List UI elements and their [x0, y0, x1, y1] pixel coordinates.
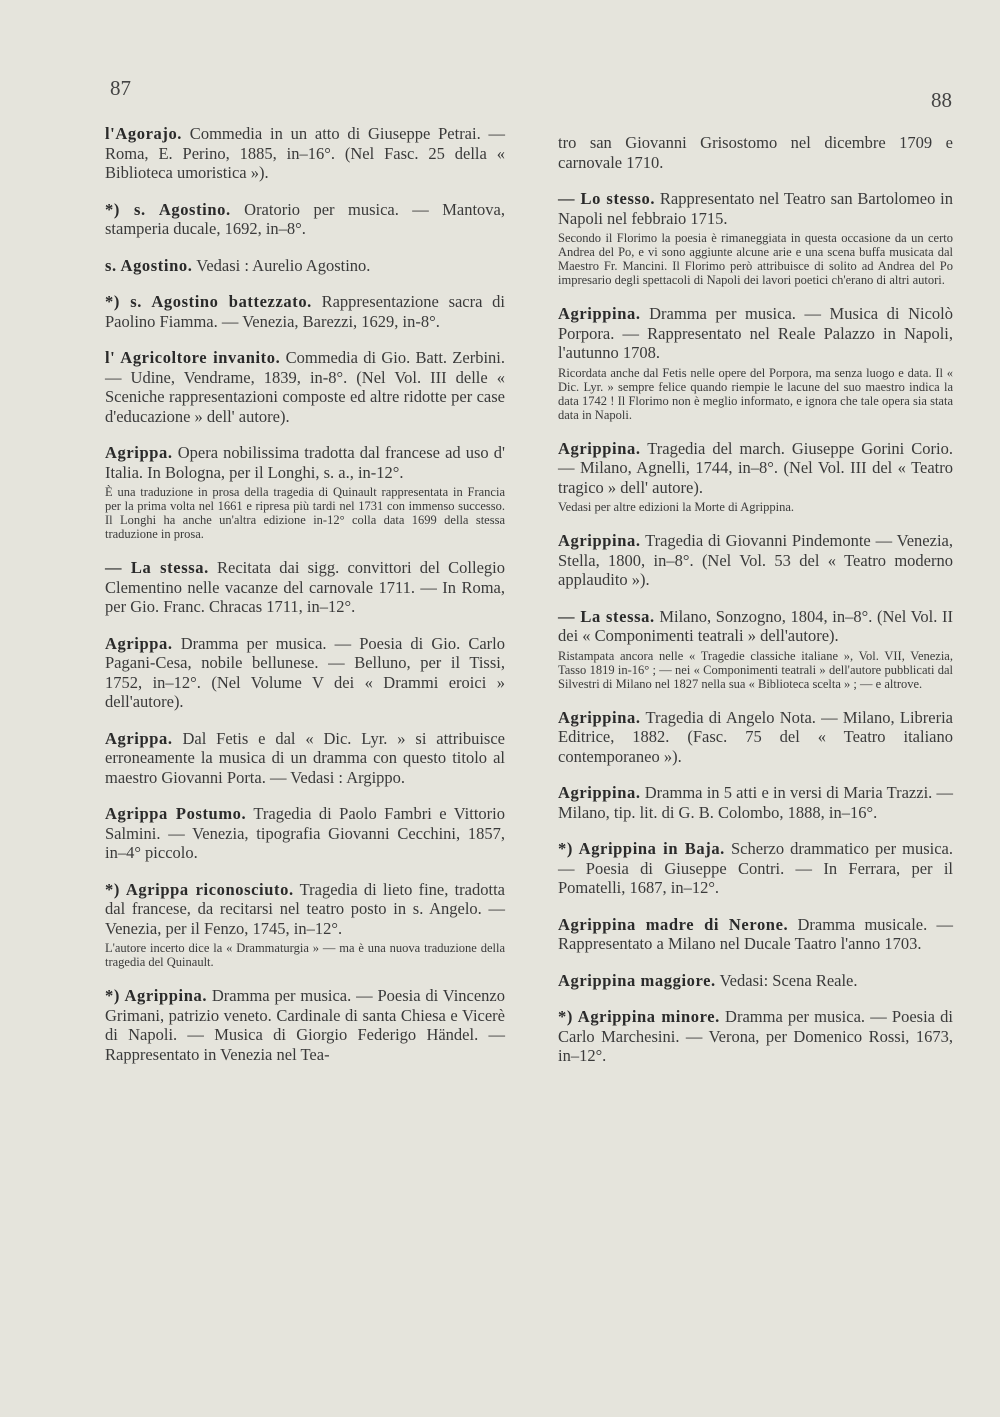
catalog-entry: [105, 729, 505, 788]
entry-headword: *) s. Agostino battezzato.: [105, 292, 312, 311]
entry-note: L'autore incerto dice la « Drammaturgia » — ma è una nuova traduzione della tragedia del Quinault.: [105, 941, 505, 969]
left-column: [105, 124, 505, 1081]
catalog-entry: [558, 304, 953, 422]
entry-text: Dramma per musica. — Poesia di Vincenzo Grimani, patrizio veneto. Cardinale di santa Chiesa e Vicerè di Napoli. — Musica di Giorgio Federigo Händel. — Rappresentato in Venezia nel Tea-: [105, 986, 505, 1064]
entry-text: Scherzo drammatico per musica. — Poesia di Giuseppe Contri. — In Ferrara, per il Pomatelli, 1687, in–12°.: [558, 839, 954, 897]
entry-headword: Agrippina.: [558, 304, 641, 323]
entry-headword: Agrippina.: [558, 707, 641, 727]
entry-text: Rappresentazione sacra di Paolino Fiamma. — Venezia, Barezzi, 1629, in-8°.: [105, 292, 505, 331]
catalog-entry: [105, 124, 505, 183]
catalog-entry: [105, 804, 505, 863]
entry-headword: Agrippa.: [105, 728, 173, 748]
entry-text: Tragedia di Angelo Nota. — Milano, Libreria Editrice, 1882. (Fasc. 75 del « Teatro italiano contemporaneo »).: [558, 707, 953, 766]
catalog-entry: [558, 189, 953, 287]
entry-text: Dramma per musica. — Musica di Nicolò Porpora. — Rappresentato nel Reale Palazzo in Napoli, l'autunno 1708.: [558, 304, 953, 362]
catalog-entry: [105, 256, 505, 276]
entry-headword: — Lo stesso.: [558, 189, 656, 208]
entry-note: È una traduzione in prosa della tragedia di Quinault rappresentata in Francia per la prima volta nel 1661 e ripresa più tardi nel 1731 con immenso successo. Il Longhi ha anche un'altra edizione in-12° colla data 1699 della stessa traduzione in prosa.: [105, 485, 505, 541]
entry-headword: s. Agostino.: [105, 255, 193, 275]
entry-headword: Agrippina madre di Nerone.: [558, 914, 789, 934]
entry-headword: Agrippina.: [558, 783, 641, 802]
catalog-entry: [558, 607, 953, 691]
entry-text: Vedasi: Scena Reale.: [715, 970, 858, 990]
catalog-entry: [105, 443, 505, 541]
entry-text: Commedia di Gio. Batt. Zerbini. — Udine, Vendrame, 1839, in-8°. (Nel Vol. III delle « Sceniche rappresentazioni composte ed altre ridotte per case d'educazione » dell' autore).: [105, 348, 505, 426]
entry-headword: *) Agrippina in Baja.: [558, 839, 725, 858]
catalog-entry: [105, 292, 505, 331]
catalog-entry: [558, 915, 953, 954]
entry-text: Oratorio per musica. — Mantova, stamperia ducale, 1692, in–8°.: [105, 199, 505, 238]
entry-headword: l' Agricoltore invanito.: [105, 348, 281, 367]
entry-text: Vedasi : Aurelio Agostino.: [192, 255, 371, 275]
catalog-entry: [558, 783, 953, 822]
entry-text: Commedia in un atto di Giuseppe Petrai. — Roma, E. Perino, 1885, in–16°. (Nel Fasc. 25 della « Biblioteca umoristica »).: [105, 124, 505, 182]
entry-headword: — La stessa.: [105, 558, 209, 577]
entry-headword: l'Agorajo.: [105, 124, 183, 143]
entry-headword: Agrippina.: [558, 438, 641, 458]
entry-headword: *) s. Agostino.: [105, 199, 231, 219]
entry-text: Opera nobilissima tradotta dal francese ad uso d' Italia. In Bologna, per il Longhi, s. a., in-12°.: [105, 443, 505, 482]
right-page-number: 88: [931, 88, 952, 112]
entry-headword: Agrippa Postumo.: [105, 804, 247, 823]
catalog-entry: [105, 634, 505, 712]
entry-note: Ricordata anche dal Fetis nelle opere del Porpora, ma senza luogo e data. Il « Dic. Lyr. » sempre felice quando riempie le lacune del suo maestro indica la data 1742 ! Il Florimo non è meglio informato, e ignora che tale opera sia stata data in Napoli.: [558, 365, 953, 422]
entry-text: Dramma musicale. — Rappresentato a Milano nel Ducale Taatro l'anno 1703.: [558, 914, 953, 953]
catalog-entry: [558, 708, 953, 767]
catalog-entry: [558, 133, 953, 172]
entry-headword: *) Agrippina.: [105, 986, 208, 1005]
catalog-entry: [558, 971, 953, 991]
entry-note: Ristampata ancora nelle « Tragedie classiche italiane », Vol. VII, Venezia, Tasso 1819 in-16° ; — nei « Componimenti teatrali » dell'autore pubblicati dal Silvestri di Milano nel 1827 nella sua « Biblioteca scelta » ; — e altrove.: [558, 648, 953, 691]
entry-text: Tragedia del march. Giuseppe Gorini Corio. — Milano, Agnelli, 1744, in–8°. (Nel Vol. III del « Teatro tragico » dell' autore).: [558, 438, 953, 497]
catalog-entry: [105, 880, 505, 970]
entry-headword: — La stessa.: [558, 606, 655, 626]
entry-text: Tragedia di Giovanni Pindemonte — Venezia, Stella, 1800, in–8°. (Nel Vol. 53 del « Teatro moderno applaudito »).: [558, 531, 953, 589]
catalog-entry: [558, 439, 953, 515]
catalog-entry: [558, 1007, 953, 1066]
entry-headword: Agrippina maggiore.: [558, 970, 716, 990]
entry-headword: *) Agrippina minore.: [558, 1007, 720, 1026]
catalog-entry: [105, 986, 505, 1064]
entry-headword: *) Agrippa riconosciuto.: [105, 879, 294, 899]
entry-text: Tragedia di lieto fine, tradotta dal francese, da recitarsi nel teatro posto in s. Angelo. — Venezia, per il Fenzo, 1745, in–12°.: [105, 879, 505, 938]
catalog-entry: [105, 200, 505, 239]
catalog-entry: [105, 558, 505, 617]
entry-note: Secondo il Florimo la poesia è rimaneggiata in questa occasione da un certo Andrea del Po, e vi sono aggiunte alcune arie e una scena buffa musicata dal Maestro Fr. Mancini. Il Florimo però attribuisce di solito ad Andrea del Po impresario degli spettacoli di Napoli dei lavori poetici ch'erano di altri autori.: [558, 231, 953, 287]
entry-headword: Agrippa.: [105, 443, 173, 462]
entry-headword: Agrippa.: [105, 633, 173, 653]
entry-text: Dal Fetis e dal « Dic. Lyr. » si attribuisce erroneamente la musica di un dramma con questo titolo al maestro Giovanni Porta. — Vedasi : Argippo.: [105, 728, 505, 787]
right-column: [558, 133, 953, 1083]
left-page-number: 87: [110, 76, 131, 100]
entry-text: Dramma per musica. — Poesia di Carlo Marchesini. — Verona, per Domenico Rossi, 1673, in–12°.: [558, 1007, 953, 1065]
entry-text: Milano, Sonzogno, 1804, in–8°. (Nel Vol. II dei « Componimenti teatrali » dell'autore).: [558, 606, 953, 645]
catalog-entry: [558, 839, 953, 898]
entry-text: Dramma in 5 atti e in versi di Maria Trazzi. — Milano, tip. lit. di G. B. Colombo, 1888, in–16°.: [558, 783, 953, 822]
entry-text: Dramma per musica. — Poesia di Gio. Carlo Pagani-Cesa, nobile bellunese. — Belluno, per il Tissi, 1752, in–12°. (Nel Volume V dei « Drammi eroici » dell'autore).: [105, 633, 505, 711]
catalog-entry: [558, 531, 953, 590]
entry-text: tro san Giovanni Grisostomo nel dicembre 1709 e carnovale 1710.: [558, 133, 953, 172]
entry-text: Tragedia di Paolo Fambri e Vittorio Salmini. — Venezia, tipografia Giovanni Cecchini, 1857, in–4° piccolo.: [105, 804, 505, 862]
catalog-entry: [105, 348, 505, 426]
entry-text: Rappresentato nel Teatro san Bartolomeo in Napoli nel febbraio 1715.: [558, 189, 953, 228]
entry-headword: Agrippina.: [558, 531, 641, 550]
entry-note: Vedasi per altre edizioni la Morte di Agrippina.: [558, 500, 795, 514]
entry-text: Recitata dai sigg. convittori del Collegio Clementino nelle vacanze del carnovale 1711. — In Roma, per Gio. Franc. Chracas 1711, in–12°.: [105, 558, 505, 616]
